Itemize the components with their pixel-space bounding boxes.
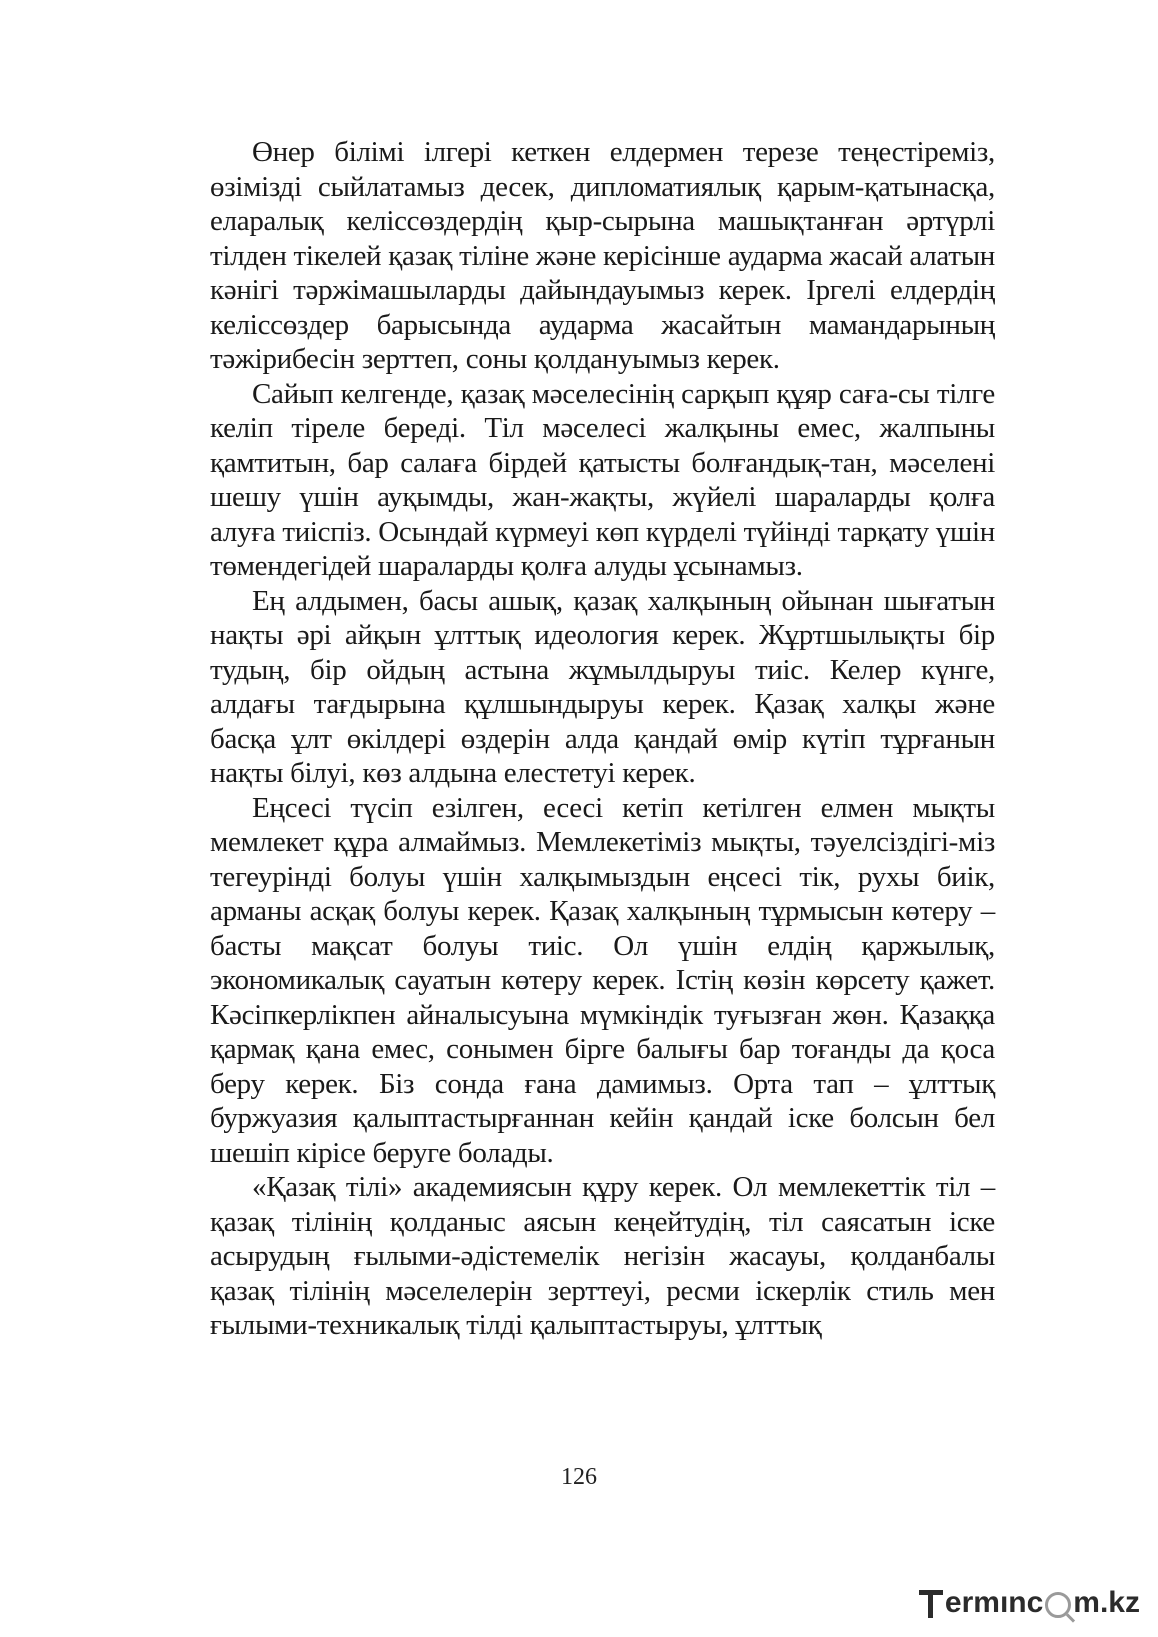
watermark-text-part2: m.kz <box>1073 1586 1140 1619</box>
t-logo-icon <box>919 1586 943 1620</box>
paragraph-3: Ең алдымен, басы ашық, қазақ халқының ойынан шығатын нақты әрі айқын ұлттық идеология керек. Жұртшылықты бір тудың, бір ойдың астына жұмылдыруы тиіс. Келер күнге, алдағы тағдырына құлшындыруы керек. Қазақ халқы және басқа ұлт өкілдері өздерін алда қандай өмір күтіп тұрғанын нақты білуі, көз алдына елестетуі керек. <box>210 584 995 789</box>
paragraph-5: «Қазақ тілі» академиясын құру керек. Ол мемлекеттік тіл – қазақ тілінің қолданыс аясын кеңейтудің, тіл саясатын іске асырудың ғылыми-әдістемелік негізін жасауы, қолданбалы қазақ тілінің мәселелерін зерттеуі, ресми іскерлік стиль мен ғылыми-техникалық тілді қалыптастыруы, ұлттық <box>210 1171 995 1341</box>
page-number: 126 <box>561 1464 597 1490</box>
search-icon <box>1045 1592 1071 1618</box>
watermark-text-part1: ermınc <box>944 1586 1044 1619</box>
page-body <box>210 135 995 1343</box>
paragraph-1: Өнер білімі ілгері кеткен елдермен терезе теңестіреміз, өзімізді сыйлатамыз десек, дипломатиялық қарым-қатынасқа, еларалық келіссөздердің қыр-сырына машықтанған әртүрлі тілден тікелей қазақ тіліне және керісінше аударма жасай алатын кәнігі тәржімашыларды дайындауымыз керек. Іргелі елдердің келіссөздер барысында аударма жасайтын мамандарының тәжірибесін зерттеп, соны қолдануымыз керек. <box>210 136 995 375</box>
paragraph-2: Сайып келгенде, қазақ мәселесінің сарқып құяр саға-сы тілге келіп тіреле береді. Тіл мәселесі жалқыны емес, жалпыны қамтитын, бар салаға бірдей қатысты болғандық-тан, мәселені шешу үшін ауқымды, жан-жақты, жүйелі шараларды қолға алуға тиіспіз. Осындай күрмеуі көп күрделі түйінді тарқату үшін төмендегідей шараларды қолға алуды ұсынамыз. <box>210 377 995 582</box>
paragraph-4: Еңсесі түсіп езілген, есесі кетіп кетілген елмен мықты мемлекет құра алмаймыз. Мемлекетіміз мықты, тәуелсіздігі-міз тегеурінді болуы үшін халқымыздын еңсесі тік, рухы биік, арманы асқақ болуы керек. Қазақ халқының тұрмысын көтеру – басты мақсат болуы тиіс. Ол үшін елдің қаржылық, экономикалық сауатын көтеру керек. Істің көзін көрсету қажет. Кәсіпкерлікпен айналысуына мүмкіндік туғызған жөн. Қазаққа қармақ қана емес, сонымен бірге балығы бар тоғанды да қоса беру керек. Біз сонда ғана дамимыз. Орта тап – ұлттық буржуазия қалыптастырғаннан кейін қандай іске болсын бел шешіп кірісе беруге болады. <box>210 791 995 1169</box>
site-watermark <box>919 1583 1140 1623</box>
